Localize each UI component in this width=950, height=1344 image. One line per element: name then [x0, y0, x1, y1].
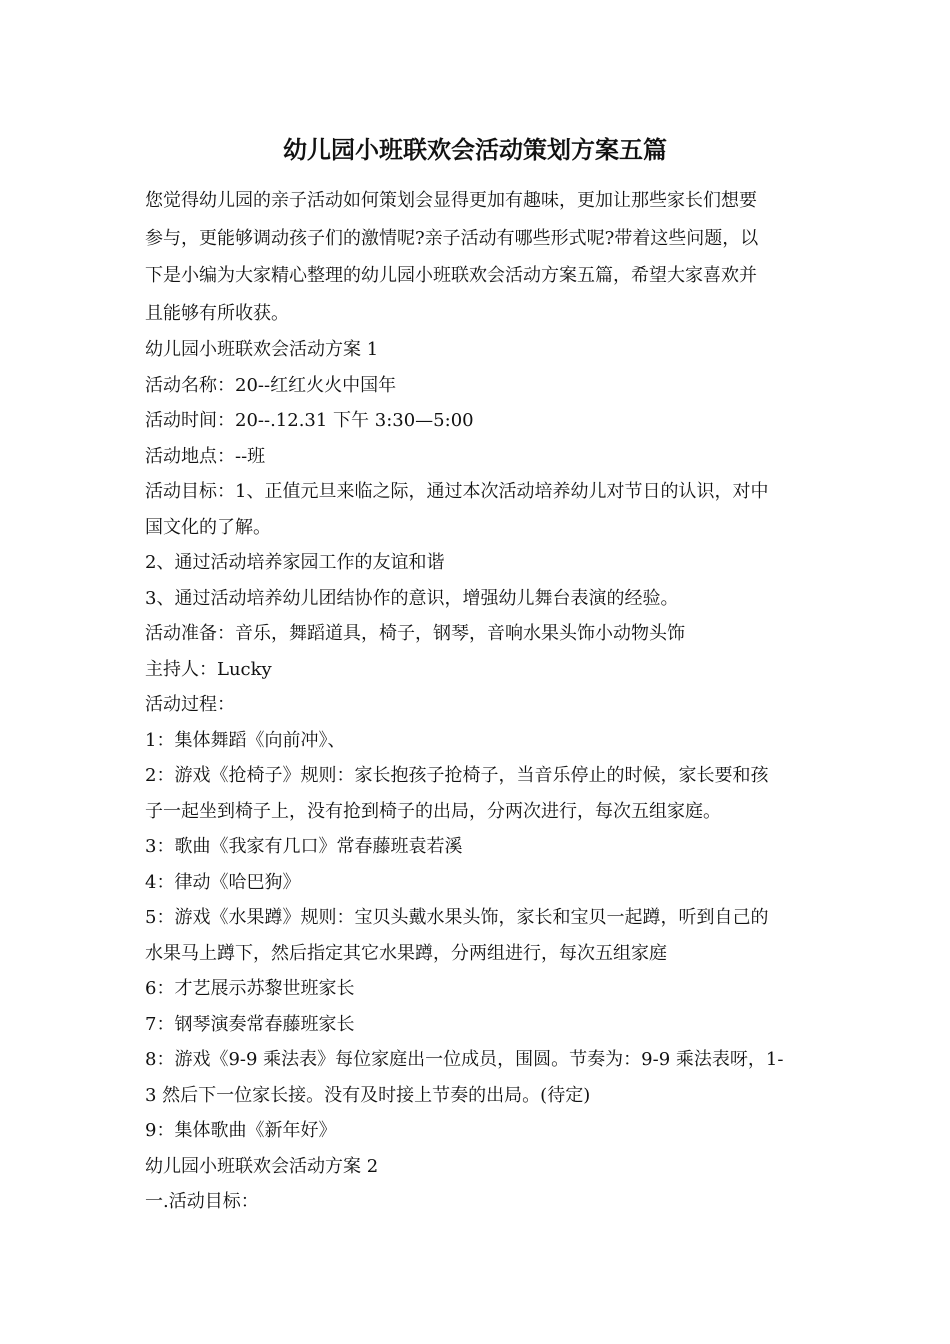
document-body: [145, 182, 810, 1220]
section-heading: 幼儿园小班联欢会活动方案 2: [145, 1155, 379, 1177]
activity-goal-continued: 国文化的了解。: [145, 516, 271, 538]
process-item-continued: 水果马上蹲下，然后指定其它水果蹲，分两组进行，每次五组家庭: [145, 942, 667, 964]
activity-goal-3: 3、通过活动培养幼儿团结协作的意识，增强幼儿舞台表演的经验。: [145, 587, 679, 609]
activity-name: 活动名称：20--红红火火中国年: [145, 374, 397, 396]
document-title: 幼儿园小班联欢会活动策划方案五篇: [283, 135, 667, 164]
process-item: 2：游戏《抢椅子》规则：家长抱孩子抢椅子，当音乐停止的时候，家长要和孩: [145, 765, 769, 786]
process-item: 5：游戏《水果蹲》规则：宝贝头戴水果头饰，家长和宝贝一起蹲，听到自己的: [145, 907, 769, 928]
activity-goal-2: 2、通过活动培养家园工作的友谊和谐: [145, 552, 445, 573]
paragraph-line: 您觉得幼儿园的亲子活动如何策划会显得更加有趣味，更加让那些家长们想要: [145, 190, 757, 211]
process-item: 4：律动《哈巴狗》: [145, 871, 301, 893]
process-item-continued: 3 然后下一位家长接。没有及时接上节奏的出局。(待定): [145, 1084, 591, 1106]
process-item: 1：集体舞蹈《向前冲》、: [145, 729, 346, 751]
process-item: 7：钢琴演奏常春藤班家长: [145, 1013, 355, 1035]
subsection-heading: 一.活动目标：: [145, 1191, 259, 1212]
section-heading: 幼儿园小班联欢会活动方案 1: [145, 339, 379, 360]
host: 主持人：Lucky: [145, 658, 272, 680]
process-item: 9：集体歌曲《新年好》: [145, 1120, 337, 1141]
activity-process-heading: 活动过程：: [145, 694, 235, 715]
process-item: 3：歌曲《我家有几口》常春藤班袁若溪: [145, 836, 463, 857]
process-item: 6：才艺展示苏黎世班家长: [145, 978, 355, 999]
process-item: 8：游戏《9-9 乘法表》每位家庭出一位成员，围圆。节奏为：9-9 乘法表呀，1-: [145, 1049, 784, 1070]
activity-preparation: 活动准备：音乐，舞蹈道具，椅子，钢琴，音响水果头饰小动物头饰: [145, 623, 685, 644]
paragraph-line: 参与，更能够调动孩子们的激情呢?亲子活动有哪些形式呢?带着这些问题，以: [145, 227, 759, 249]
activity-time: 活动时间：20--.12.31 下午 3:30—5:00: [145, 410, 474, 431]
activity-location: 活动地点：--班: [145, 445, 266, 467]
activity-goal: 活动目标：1、正值元旦来临之际，通过本次活动培养幼儿对节日的认识，对中: [145, 481, 769, 502]
paragraph-line: 下是小编为大家精心整理的幼儿园小班联欢会活动方案五篇，希望大家喜欢并: [145, 265, 757, 286]
paragraph-line: 且能够有所收获。: [145, 302, 289, 324]
process-item-continued: 子一起坐到椅子上，没有抢到椅子的出局，分两次进行，每次五组家庭。: [145, 800, 721, 822]
